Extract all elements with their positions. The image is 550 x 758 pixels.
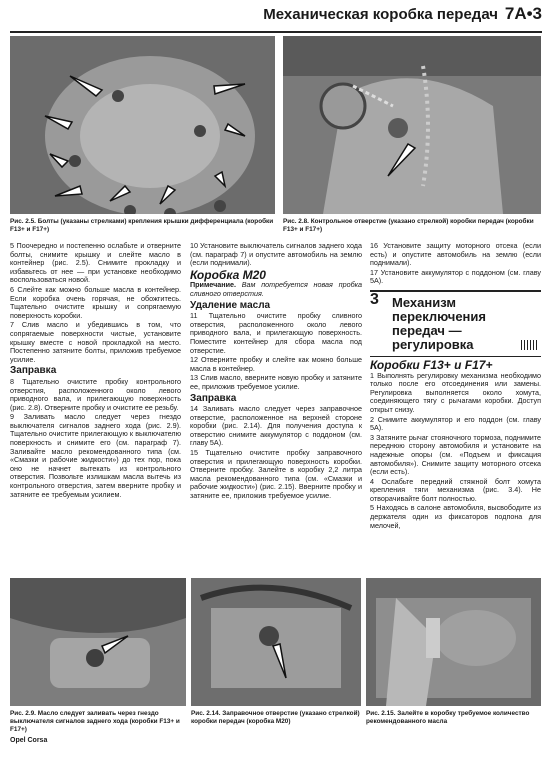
caption-fig-2-5: Рис. 2.5. Болты (указаны стрелками) крепления крышки дифференциала (коробки F13+ и F17+): [10, 218, 274, 233]
subheading-drain: Удаление масла: [190, 299, 271, 311]
heading-f13-f17: Коробки F13+ и F17+: [370, 357, 493, 372]
caption-fig-2-14: Рис. 2.14. Заправочное отверстие (указано стрелкой) коробки передач (коробка M20): [191, 710, 360, 725]
paragraph-s3-5: 5 Находясь в салоне автомобиля, высвободите из держателя один из фиксаторов подпона для мелочей,: [370, 503, 541, 530]
paragraph-s3-2: 2 Снимите аккумулятор и его поддон (см. главу 5А).: [370, 414, 541, 433]
photo-fig-2-9-image: [10, 578, 186, 706]
photo-fig-2-14: [191, 578, 361, 706]
note-text: Вам потребуется новая пробка сливного отверстия.: [190, 280, 362, 298]
paragraph-8: 8 Тщательно очистите пробку контрольного отверстия, расположенного около левого приводного вала, и прилегающую поверхность (рис. 2.8). Отверните пробку и очистите ее резьбу.: [10, 376, 181, 412]
text-column-3: [370, 242, 541, 531]
paragraph-6: 6 Слейте как можно больше масла в контейнер. Если коробка очень горячая, не обожгитесь. Тщательно очистите крышку и сопрягаемую поверхность коробки.: [10, 284, 181, 320]
paragraph-16: 16 Установите защиту моторного отсека (если есть) и опустите автомобиль на землю (если поднимали).: [370, 241, 541, 268]
note-label: Примечание.: [190, 280, 237, 290]
header-rule: [10, 31, 542, 33]
chapter-code: 7A•3: [504, 4, 542, 23]
paragraph-s3-4: 4 Ослабьте передний стяжной болт хомута крепления тяги механизма (рис. 3.4). Не отворачивайте болт полностью.: [370, 476, 541, 503]
paragraph-9: 9 Заливать масло следует через гнездо выключателя сигналов заднего хода (рис. 2.9). Тщательно очистите прилегающую к выключателю поверхность и снимите его (см. параграф 7). Заливайте масло рекомендованного типа (см. «Смазки и рабочие жидкости») до тех пор, пока оно не начнет вытекать из контрольного отверстия. Позвольте излишкам масла вытечь из контрольного отверстия, затем вверните пробку и затяните ее требуемым усилием.: [10, 412, 181, 499]
text-column-2: [190, 242, 362, 502]
caption-fig-2-8: Рис. 2.8. Контрольное отверстие (указано стрелкой) коробки передач (коробки F13+ и F17+): [283, 218, 534, 233]
paragraph-7: 7 Слив масло и убедившись в том, что сопрягаемые поверхности чистые, установите крышку вместе с новой прокладкой на место. Постепенно затяните болты, приложив требуемое усилие.: [10, 320, 181, 364]
caption-fig-2-15: Рис. 2.15. Залейте в коробку требуемое количество рекомендованного масла: [366, 710, 530, 725]
photo-fig-2-8-image: [283, 36, 541, 214]
page-header: [0, 0, 550, 32]
subheading-fill: Заправка: [10, 365, 57, 377]
photo-fig-2-14-image: [191, 578, 361, 706]
caption-fig-2-9: Рис. 2.9. Масло следует заливать через гнездо выключателя сигналов заднего хода (коробки F13+ и F17+): [10, 710, 180, 733]
paragraph-14: 14 Заливать масло следует через заправочное отверстие, расположенное на верхней стороне коробки (рис. 2.14). Для получения доступа к отверстию снимите аккумулятор с поддоном (см. главу 5А).: [190, 404, 362, 448]
photo-fig-2-15: [366, 578, 541, 706]
paragraph-12: 12 Отверните пробку и слейте как можно больше масла в контейнер.: [190, 355, 362, 373]
paragraph-13: 13 Слив масло, вверните новую пробку и затяните ее, приложив требуемое усилие.: [190, 373, 362, 391]
text-column-1: [10, 242, 181, 500]
chapter-title: Механическая коробка передач: [263, 6, 498, 23]
section-hatch-mark: [521, 340, 539, 350]
paragraph-s3-3: 3 Затяните рычаг стояночного тормоза, поднимите переднюю сторону автомобиля и установите на надежные опоры (см. «Подъем и фиксация автомобиля»). Снимите защиту моторного отсека (если есть).: [370, 432, 541, 477]
section-title: Механизм переключения передач — регулировка: [392, 294, 486, 352]
photo-fig-2-5-image: [10, 36, 275, 214]
note: [190, 281, 362, 298]
paragraph-11: 11 Тщательно очистите пробку сливного отверстия, расположенного около левого приводного вала, и прилегающую поверхность. Поместите контейнер для сбора масла под отверстие.: [190, 311, 362, 355]
section-header: [370, 290, 541, 357]
subheading-fill-m20: Заправка: [190, 392, 237, 404]
photo-fig-2-15-image: [366, 578, 541, 706]
paragraph-17: 17 Установите аккумулятор с поддоном (см. главу 5А).: [370, 267, 541, 286]
paragraph-15: 15 Тщательно очистите пробку заправочного отверстия и прилегающую поверхность коробки. Отверните пробку. Залейте в коробку 2,2 литра масла рекомендованного типа (см. «Смазки и рабочие жидкости») (рис. 2.15). Вверните пробку и затяните ее, приложив требуемое усилие.: [190, 448, 362, 501]
paragraph-5: 5 Поочередно и постепенно ослабьте и отверните болты, снимите крышку и слейте масло в контейнер (рис. 2.5). Снимите прокладку и избавьтесь от нее — при установке необходимо воспользоваться новой.: [10, 241, 181, 285]
photo-fig-2-9: [10, 578, 186, 706]
photo-fig-2-8: [283, 36, 541, 214]
page-footer: Opel Corsa: [10, 737, 48, 744]
paragraph-s3-1: 1 Выполнять регулировку механизма необходимо только после его отсоединения или замены. Регулировка выполняется около хомута, соединяющего тягу с рычагами коробки. Доступ открыт снизу.: [370, 370, 541, 414]
photo-fig-2-5: [10, 36, 275, 214]
paragraph-10: 10 Установите выключатель сигналов заднего хода (см. параграф 7) и опустите автомобиль на землю (если поднимали).: [190, 241, 362, 268]
heading-m20: Коробка M20: [190, 267, 266, 282]
section-number: 3: [370, 290, 379, 308]
